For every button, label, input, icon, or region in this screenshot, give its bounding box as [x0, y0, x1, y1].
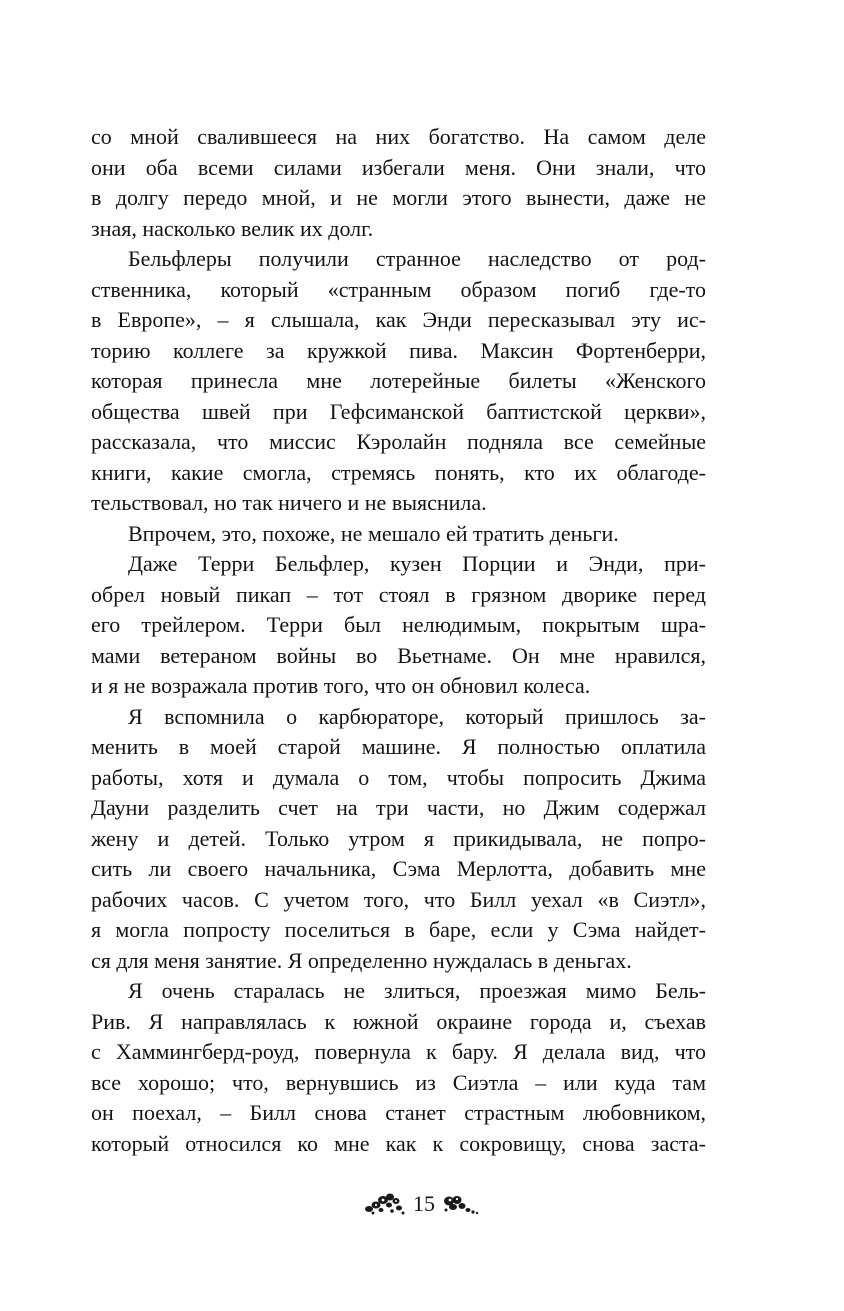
text-line: тельствовал, но так ничего и не выяснила. — [91, 490, 487, 515]
text-line: Дауни разделить счет на три части, но Джим содержал — [91, 795, 706, 820]
text-line: зная, насколько велик их долг. — [91, 215, 374, 241]
text-line: ся для меня занятие. Я определенно нуждалась в деньгах. — [91, 947, 632, 973]
body-text — [91, 122, 706, 1159]
text-line: я могла попросту поселиться в баре, если у Сэма найдет- — [91, 917, 706, 942]
text-line: Рив. Я направлялась к южной окраине города и, съехав — [91, 1008, 706, 1034]
text-line: и я не возражала против того, что он обновил колеса. — [91, 673, 591, 698]
text-line: Впрочем, это, похоже, не мешало ей тратить деньги. — [128, 520, 619, 546]
text-line: менить в моей старой машине. Я полностью оплатила — [91, 734, 706, 759]
text-line: мами ветераном войны во Вьетнаме. Он мне нравился, — [91, 642, 706, 668]
text-line: со мной свалившееся на них богатство. На самом деле — [91, 124, 706, 149]
text-line: в Европе», – я слышала, как Энди пересказывал эту ис- — [91, 307, 706, 332]
text-line: книги, какие смогла, стремясь понять, кто их облагоде- — [91, 459, 706, 485]
text-line: Я очень старалась не злиться, проезжая мимо Бель- — [128, 978, 706, 1003]
ornament-right-icon — [441, 1191, 481, 1217]
text-line: рабочих часов. С учетом того, что Билл уехал «в Сиэтл», — [91, 886, 706, 912]
page-footer — [0, 1184, 844, 1224]
text-line: работы, хотя и думала о том, чтобы попросить Джима — [91, 764, 706, 790]
page-number: 15 — [413, 1191, 435, 1216]
text-line: в долгу передо мной, и не могли этого вынести, даже не — [91, 185, 706, 210]
text-line: обрел новый пикап – тот стоял в грязном дворике перед — [91, 581, 706, 607]
text-line: торию коллеге за кружкой пива. Максин Фортенберри, — [91, 337, 706, 363]
text-line: его трейлером. Терри был нелюдимым, покрытым шра- — [91, 612, 706, 637]
text-line: рассказала, что миссис Кэролайн подняла все семейные — [91, 429, 706, 454]
text-line: Даже Терри Бельфлер, кузен Порции и Энди, при- — [128, 551, 706, 576]
ornament-left-icon — [363, 1191, 407, 1217]
text-line: с Хаммингберд-роуд, повернула к бару. Я делала вид, что — [91, 1039, 706, 1064]
text-line: ственника, который «странным образом погиб где-то — [91, 276, 706, 302]
text-line: Бельфлеры получили странное наследство от род- — [128, 246, 706, 271]
text-line: сить ли своего начальника, Сэма Мерлотта, добавить мне — [91, 856, 706, 881]
text-line: они оба всеми силами избегали меня. Они знали, что — [91, 154, 706, 180]
text-line: которая принесла мне лотерейные билеты «Женского — [91, 368, 706, 393]
text-line: он поехал, – Билл снова станет страстным любовником, — [91, 1100, 706, 1125]
text-line: все хорошо; что, вернувшись из Сиэтла – или куда там — [91, 1069, 706, 1095]
text-line: который относился ко мне как к сокровищу, снова заста- — [91, 1130, 706, 1156]
text-line: жену и детей. Только утром я прикидывала, не попро- — [91, 825, 706, 851]
text-line: общества швей при Гефсиманской баптистской церкви», — [91, 398, 706, 424]
text-line: Я вспомнила о карбюраторе, который пришлось за- — [128, 703, 706, 729]
